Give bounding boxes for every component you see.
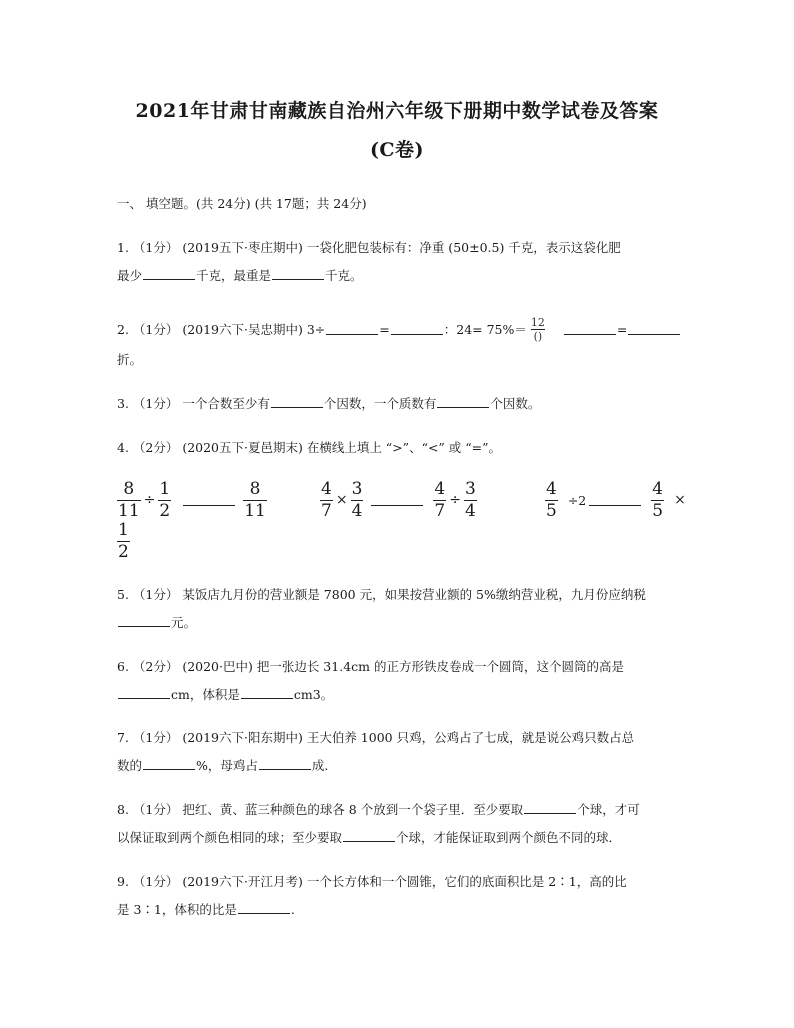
question-7-line-1: 7. （1分） (2019六下·阳东期中) 王大伯养 1000 只鸡，公鸡占了七成，就是说公鸡只数占总 [117, 730, 635, 745]
fraction: $\frac{3}{4}$ [351, 478, 363, 521]
fraction: $\frac{3}{4}$ [464, 478, 476, 521]
question-9-line-1: 9. （1分） (2019六下·开江月考) 一个长方体和一个圆锥，它们的底面积比是 2∶1，高的比 [117, 874, 627, 889]
answer-blank[interactable] [259, 758, 311, 770]
q6-text-b: cm3。 [293, 687, 334, 702]
answer-blank[interactable] [437, 396, 489, 408]
question-5-line-1: 5. （1分） 某饭店九月份的营业额是 7800 元，如果按营业额的 5%缴纳营业税，九月份应纳税 [117, 587, 646, 602]
q3-text-a: 3. （1分） 一个合数至少有 [117, 396, 270, 411]
fraction: $\frac{1}{2}$ [118, 520, 129, 562]
answer-blank[interactable] [326, 323, 378, 335]
answer-blank[interactable] [143, 758, 195, 770]
q8-text-b: 个球，才可 [577, 802, 640, 817]
answer-blank[interactable] [118, 687, 170, 699]
section-heading: 一、 填空题。(共 24分) (共 17题；共 24分) [117, 196, 367, 211]
answer-blank[interactable] [241, 687, 293, 699]
q6-text-a: cm，体积是 [171, 687, 240, 702]
title-line-2: (C卷) [369, 139, 425, 161]
answer-blank[interactable] [143, 268, 195, 280]
fraction-denominator: () [533, 329, 543, 343]
operator: × [335, 492, 348, 508]
answer-blank[interactable] [391, 323, 443, 335]
q2-text-b: = [379, 321, 390, 337]
operator: ÷ [449, 492, 461, 508]
expression-3-continued [117, 522, 130, 561]
q8-text-a: 8. （1分） 把红、黄、蓝三种颜色的球各 8 个放到一个袋子里．至少要取 [117, 802, 524, 817]
q2-text-a: 2. （1分） (2019六下·吴忠期中) 3÷ [117, 322, 326, 337]
q8-text-d: 个球，才能保证取到两个颜色不同的球． [396, 830, 622, 845]
operator: ÷ [143, 492, 156, 508]
expression-2 [320, 480, 477, 520]
fraction: $\frac{8}{11}$ [118, 478, 140, 521]
q9-text-b: . [290, 902, 295, 917]
answer-blank[interactable] [238, 902, 290, 914]
fraction: $\frac{4}{5}$ [652, 478, 664, 521]
q2-text-c: ：24= 75%＝ [443, 322, 527, 337]
answer-blank[interactable] [564, 323, 616, 335]
q1-text-b: 千克，最重是 [196, 268, 272, 283]
question-6-line-1: 6. （2分） (2020·巴中) 把一张边长 31.4cm 的正方形铁皮卷成一个圆筒，这个圆筒的高是 [117, 659, 624, 674]
question-8-line-2 [117, 828, 687, 846]
fraction-numerator: 12 [530, 315, 545, 329]
question-9-line-2 [117, 900, 687, 918]
answer-blank[interactable] [272, 268, 324, 280]
answer-blank[interactable] [524, 802, 576, 814]
question-4-expressions [117, 480, 687, 520]
question-1-line-1: 1. （1分） (2019五下·枣庄期中) 一袋化肥包装标有：净重 (50±0.5) 千克，表示这袋化肥 [117, 240, 621, 255]
q1-text-c: 千克。 [325, 268, 363, 283]
operator: × [674, 492, 686, 508]
fraction: $\frac{4}{5}$ [546, 478, 557, 521]
q9-text-a: 是 3∶1，体积的比是 [117, 902, 237, 917]
fraction: $\frac{4}{7}$ [321, 478, 332, 521]
q5-text: 元。 [171, 615, 197, 630]
q7-text-b: %，母鸡占 [196, 758, 258, 773]
fraction: $\frac{4}{7}$ [434, 478, 446, 521]
question-7-line-2 [117, 756, 687, 774]
question-3 [117, 394, 687, 412]
q7-text-a: 数的 [117, 758, 143, 773]
fraction: $\frac{1}{2}$ [159, 478, 171, 521]
answer-blank[interactable] [118, 615, 170, 627]
answer-blank[interactable] [628, 323, 680, 335]
q3-text-c: 个因数。 [490, 396, 541, 411]
question-5-line-2 [117, 613, 687, 631]
question-1-line-2 [117, 266, 687, 284]
answer-blank[interactable] [371, 494, 423, 506]
fraction: $\frac{8}{11}$ [244, 478, 266, 521]
question-2-line-1 [117, 314, 687, 344]
q2-text-d: = [616, 321, 628, 337]
q3-text-b: 个因数，一个质数有 [323, 396, 437, 411]
title-line-1: 2021年甘肃甘南藏族自治州六年级下册期中数学试卷及答案 [135, 100, 659, 122]
q2-fraction [531, 317, 545, 342]
question-2-line-2: 折。 [117, 352, 143, 367]
expression-1 [117, 480, 267, 520]
q8-text-c: 以保证取到两个颜色相同的球；至少要取 [117, 830, 343, 845]
answer-blank[interactable] [271, 396, 323, 408]
question-8-line-1 [117, 800, 687, 818]
answer-blank[interactable] [343, 830, 395, 842]
question-6-line-2 [117, 685, 687, 703]
expression-3 [545, 480, 689, 520]
operator: ÷2 [567, 492, 587, 508]
question-4-line-1: 4. （2分） (2020五下·夏邑期末) 在横线上填上 “>”、“<” 或 “=”。 [117, 440, 502, 455]
answer-blank[interactable] [589, 494, 641, 506]
answer-blank[interactable] [183, 494, 235, 506]
q7-text-c: 成. [311, 758, 329, 773]
q1-text-a: 最少 [117, 268, 143, 283]
